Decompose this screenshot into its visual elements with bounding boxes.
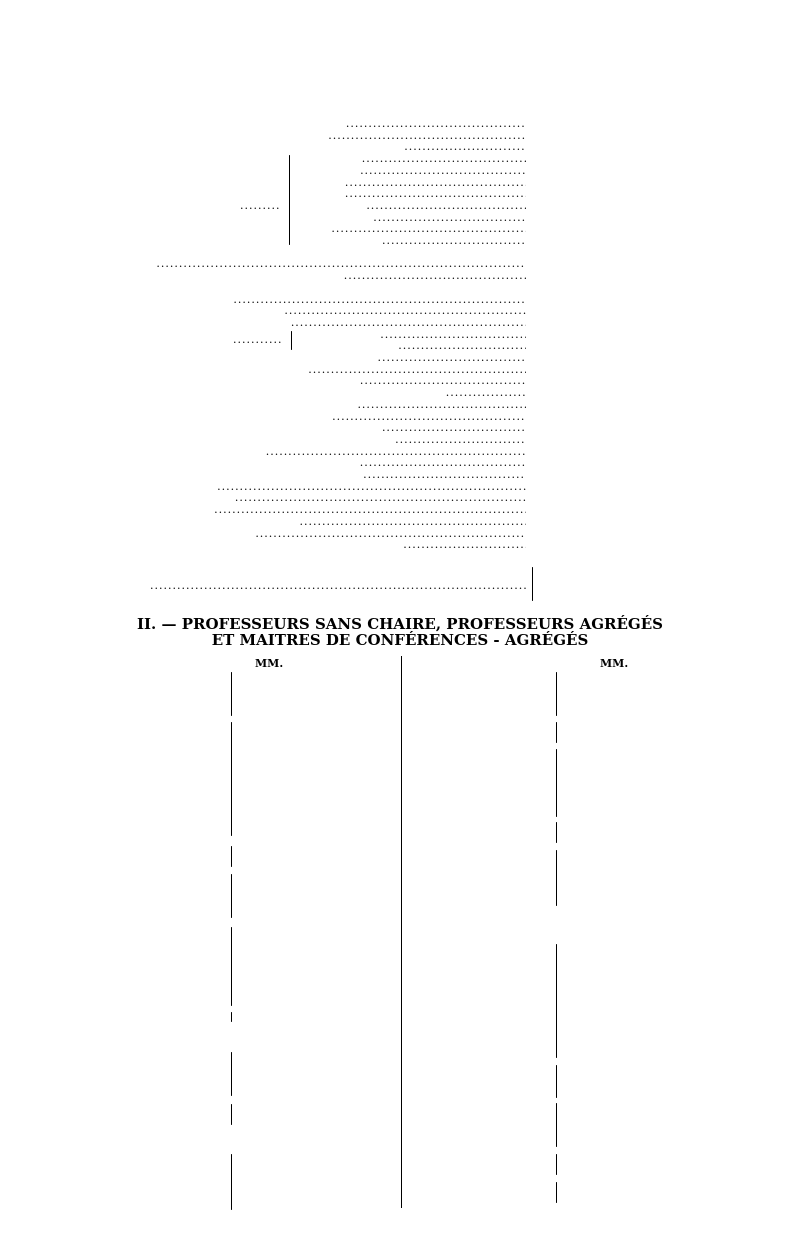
brace [231, 722, 232, 836]
brace [231, 1104, 232, 1125]
brace [556, 1065, 557, 1098]
leader-dots [378, 352, 526, 364]
leader-dots [266, 446, 526, 458]
leader-dots [373, 212, 526, 224]
leader-dots [357, 399, 526, 411]
leader-dots [156, 258, 526, 270]
brace [532, 567, 533, 601]
mm-header-right: MM. [600, 657, 629, 670]
brace [556, 850, 557, 906]
leader-dots [233, 294, 526, 306]
leader-dots [284, 305, 526, 317]
brace [231, 1052, 232, 1096]
leader-dots [240, 200, 280, 212]
section-title-line-1: II. — PROFESSEURS SANS CHAIRE, PROFESSEURS AGRÉGÉS [137, 615, 663, 633]
brace [556, 1103, 557, 1147]
brace [289, 155, 290, 245]
leader-dots [291, 317, 526, 329]
leader-dots [395, 434, 526, 446]
brace [556, 1182, 557, 1203]
leader-dots [382, 235, 526, 247]
leader-dots [345, 188, 526, 200]
brace [231, 672, 232, 716]
leader-dots [360, 457, 526, 469]
leader-dots [328, 130, 526, 142]
brace [556, 822, 557, 843]
leader-dots [403, 539, 526, 551]
brace [291, 331, 292, 350]
brace [556, 722, 557, 743]
leader-dots [346, 118, 526, 130]
mm-header-left: MM. [255, 657, 284, 670]
leader-dots [214, 504, 526, 516]
leader-dots [150, 580, 526, 592]
leader-dots [366, 200, 526, 212]
brace [556, 1154, 557, 1175]
brace [231, 874, 232, 918]
leader-dots [235, 492, 526, 504]
brace [556, 749, 557, 817]
section-title-line-2: ET MAITRES DE CONFÉRENCES - AGRÉGÉS [211, 631, 589, 649]
leader-dots [363, 469, 526, 481]
leader-dots [255, 528, 526, 540]
brace [556, 944, 557, 1058]
leader-dots [300, 516, 526, 528]
column-divider [401, 656, 402, 1208]
leader-dots [345, 177, 526, 189]
leader-dots [446, 387, 526, 399]
brace [556, 672, 557, 716]
leader-dots [332, 411, 526, 423]
leader-dots [382, 422, 526, 434]
leader-dots [380, 329, 526, 341]
leader-dots [360, 375, 526, 387]
leader-dots [331, 223, 526, 235]
brace [231, 927, 232, 1006]
brace [231, 846, 232, 867]
leader-dots [217, 481, 526, 493]
leader-dots [344, 270, 526, 282]
brace [231, 1012, 232, 1022]
leader-dots [362, 153, 526, 165]
brace [231, 1154, 232, 1210]
leader-dots [404, 141, 526, 153]
leader-dots [398, 340, 526, 352]
leader-dots [233, 334, 281, 346]
leader-dots [308, 364, 526, 376]
leader-dots [360, 165, 526, 177]
